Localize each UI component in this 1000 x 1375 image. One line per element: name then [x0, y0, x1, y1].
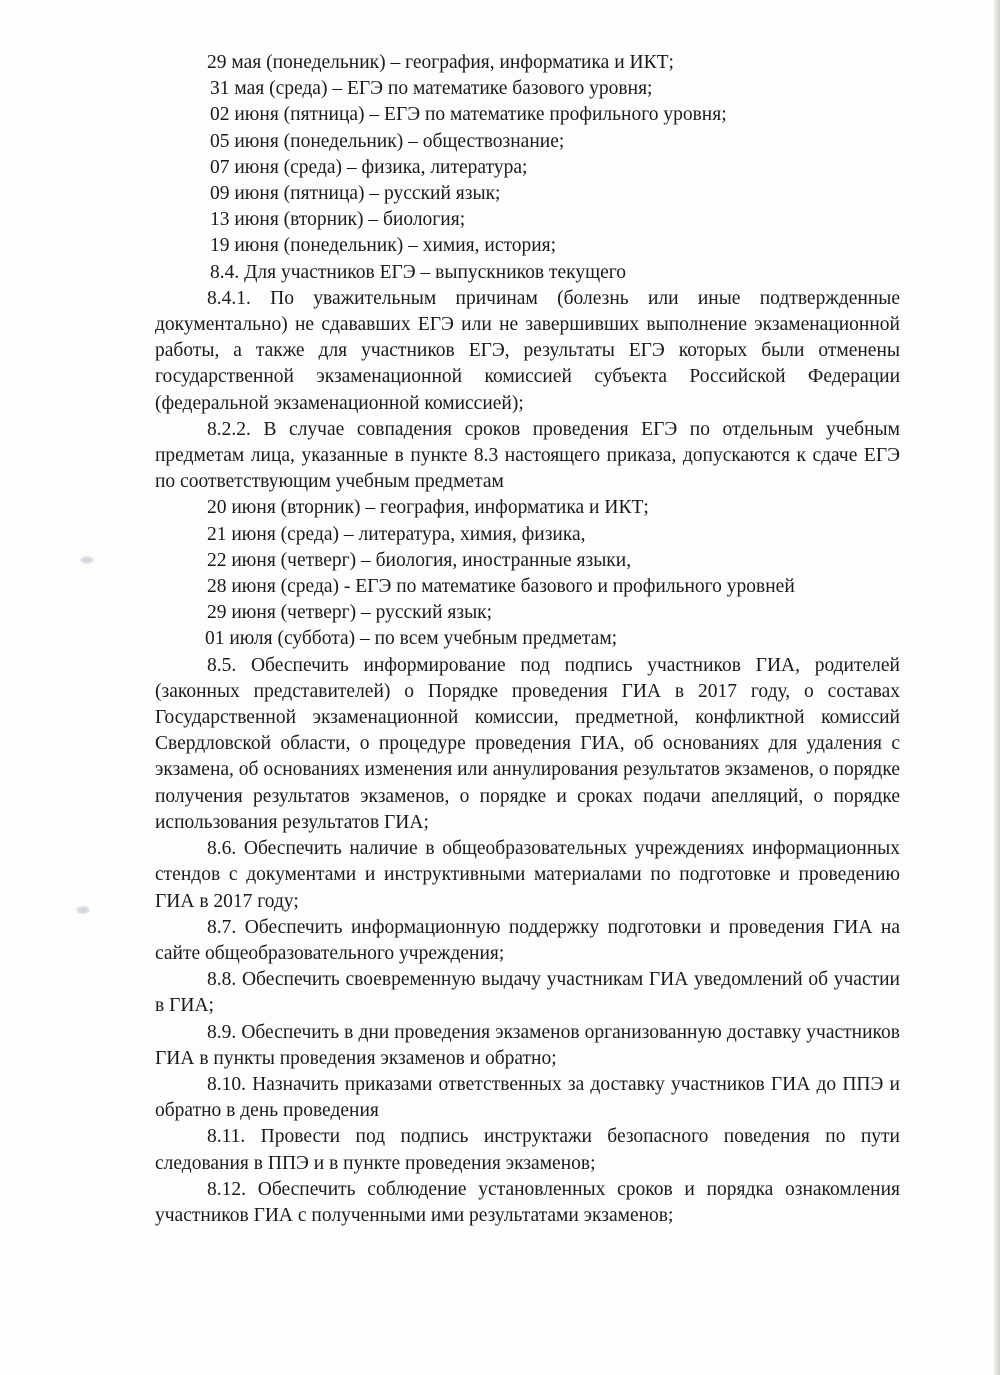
- schedule-line: 29 мая (понедельник) – география, информатика и ИКТ;: [207, 52, 674, 73]
- item-8-2-2: 8.2.2. В случае совпадения сроков проведения ЕГЭ по отдельным учебным предметам лица, указанные в пункте 8.3 настоящего приказа, допускаются к сдаче ЕГЭ по соответствующим учебным предметам: [155, 418, 900, 493]
- item-8-11: 8.11. Провести под подпись инструктажи безопасного поведения по пути следования в ППЭ и в пункте проведения экзаменов;: [155, 1126, 900, 1174]
- schedule-line: 21 июня (среда) – литература, химия, физика,: [207, 523, 586, 545]
- punch-hole-mark: [76, 906, 90, 914]
- schedule-line: 07 июня (среда) – физика, литература;: [210, 156, 528, 178]
- schedule-line: 19 июня (понедельник) – химия, история;: [210, 235, 557, 257]
- schedule-line: 01 июля (суббота) – по всем учебным предметам;: [205, 628, 618, 650]
- exam-schedule-main: [155, 50, 900, 260]
- page-edge-shadow: [994, 0, 1000, 1375]
- item-8-10: 8.10. Назначить приказами ответственных за доставку участников ГИА до ППЭ и обратно в день проведения: [155, 1073, 900, 1122]
- document-body: [155, 50, 900, 1229]
- schedule-line: 20 июня (вторник) – география, информатика и ИКТ;: [207, 497, 649, 519]
- schedule-line: 05 июня (понедельник) – обществознание;: [210, 130, 565, 152]
- item-8-4: 8.4. Для участников ЕГЭ – выпускников текущего: [210, 261, 627, 283]
- exam-schedule-reserve: [155, 495, 900, 652]
- item-8-5: 8.5. Обеспечить информирование под подпись участников ГИА, родителей (законных представителей) о Порядке проведения ГИА в 2017 году, о составах Государственной экзаменационной комиссии, предметной, конфликтной комиссий Свердловской области, о процедуре проведения ГИА, об основаниях для удаления с экзамена, об основаниях изменения или аннулирования результатов экзаменов, о порядке получения результатов экзаменов, о порядке и сроках подачи апелляций, о порядке использования результатов ГИА;: [155, 654, 900, 833]
- schedule-line: 29 июня (четверг) – русский язык;: [207, 602, 493, 624]
- item-8-8: 8.8. Обеспечить своевременную выдачу участникам ГИА уведомлений об участии в ГИА;: [155, 969, 900, 1017]
- schedule-line: 13 июня (вторник) – биология;: [210, 209, 466, 231]
- item-8-6: 8.6. Обеспечить наличие в общеобразовательных учреждениях информационных стендов с документами и инструктивными материалами по подготовке и проведению ГИА в 2017 году;: [155, 838, 900, 912]
- punch-hole-mark: [80, 556, 94, 564]
- schedule-line: 22 июня (четверг) – биология, иностранные языки,: [207, 549, 632, 571]
- item-8-12: 8.12. Обеспечить соблюдение установленных сроков и порядка ознакомления участников ГИА с полученными ими результатами экзаменов;: [155, 1178, 900, 1226]
- item-8-9: 8.9. Обеспечить в дни проведения экзаменов организованную доставку участников ГИА в пункты проведения экзаменов и обратно;: [155, 1021, 900, 1069]
- schedule-line: 02 июня (пятница) – ЕГЭ по математике профильного уровня;: [210, 104, 727, 126]
- item-8-7: 8.7. Обеспечить информационную поддержку подготовки и проведения ГИА на сайте общеобразовательного учреждения;: [155, 916, 900, 964]
- schedule-line: 28 июня (среда) - ЕГЭ по математике базового и профильного уровней: [207, 576, 795, 598]
- schedule-line: 31 мая (среда) – ЕГЭ по математике базового уровня;: [210, 78, 653, 100]
- item-8-4-1: 8.4.1. По уважительным причинам (болезнь или иные подтвержденные документально) не сдававших ЕГЭ или не завершивших выполнение экзаменационной работы, а также для участников ЕГЭ, результаты ЕГЭ которых были отменены государственной экзаменационной комиссией субъекта Российской Федерации (федеральной экзаменационной комиссией);: [155, 287, 900, 414]
- schedule-line: 09 июня (пятница) – русский язык;: [210, 183, 501, 205]
